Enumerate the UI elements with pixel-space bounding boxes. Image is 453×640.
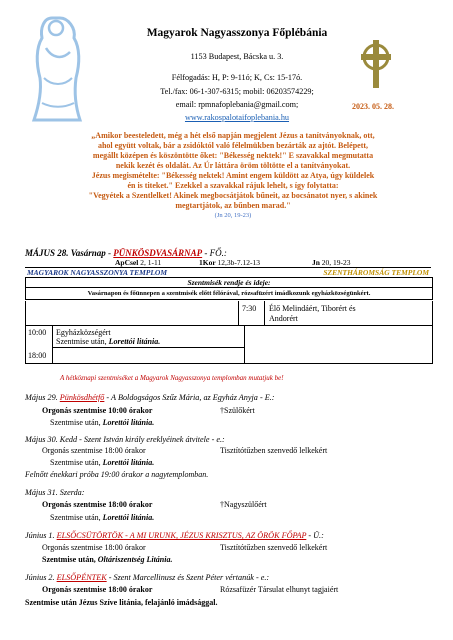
after-text: Szentmise után, — [50, 513, 103, 522]
schedule-heading: Szentmisék rendje és ideje: — [25, 277, 433, 287]
church-name-2: SZENTHÁROMSÁG TEMPLOM — [323, 268, 429, 277]
day-feast: Pünkösdhétfő — [59, 393, 105, 402]
mass-intention: †Szülőkért — [220, 406, 255, 415]
quote-line: én is titeket." Ezekkel a szavakkal rájuk lehelt, s így folytatta: — [127, 181, 339, 190]
madonna-logo — [22, 8, 100, 126]
mass-time: 18:00 — [28, 351, 47, 360]
mass-table — [25, 301, 433, 364]
quote-line: „Amikor beesteledett, még a hét első napján megjelent Jézus a tanítványoknak, ott, — [91, 131, 375, 140]
parish-address: 1153 Budapest, Bácska u. 3. — [190, 52, 284, 61]
quote-ref: (Jn 20, 19-23) — [214, 212, 252, 219]
day-heading — [25, 573, 269, 582]
sunday-sep: - — [105, 248, 114, 258]
phone-line: Tel./fax: 06-1-307-6315; mobil: 06203574229; — [160, 87, 314, 96]
mass-line: Orgonás szentmise 18:00 órakor — [42, 500, 153, 509]
quote-line: nekik kezét és oldalát. Az Úr láttára öröm töltötte el a tanítványokat. — [115, 161, 351, 170]
mass-intention: Andorért — [269, 314, 298, 323]
mass-line: Orgonás szentmise 18:00 órakor — [42, 585, 153, 594]
church-name-1: MAGYAROK NAGYASSZONYA TEMPLOM — [27, 268, 168, 277]
quote-line: ahol együtt voltak, bár a zsidóktól való félelmükben bezárták az ajtót. Belépett, — [97, 141, 369, 150]
litany-name: Oltáriszentség Litánia. — [97, 555, 173, 564]
weekday-note: A hétköznapi szentmiséket a Magyarok Nagyasszonya templomban mutatjuk be! — [60, 374, 284, 382]
parish-title: Magyarok Nagyasszonya Főplébánia — [146, 27, 328, 39]
litany-name: Lorettói litánia. — [102, 418, 155, 427]
choir-note: Felnőtt énekkari próba 19:00 órakor a nagytemplomban. — [25, 470, 209, 479]
mass-intention: Tisztítótűzben szenvedő lelkekért — [220, 446, 328, 455]
reading-ref: 12,3b-7.12-13 — [215, 258, 261, 267]
cross-emblem-icon — [356, 38, 396, 90]
sunday-heading — [25, 248, 227, 258]
day-heading — [25, 531, 324, 540]
reading-label: ApCsel — [115, 258, 139, 267]
quote-line: megállt középen és köszöntötte őket: "Békesség nektek!" E szavakkal megmutatta — [92, 151, 374, 160]
quote-line: "Vegyétek a Szentlelket! Akinek megbocsátjátok bűneit, az bocsánatot nyer, s akinek — [88, 191, 378, 200]
mass-line: Orgonás szentmise 10:00 órakor — [42, 406, 153, 415]
litany-name: Lorettói litánia. — [102, 513, 155, 522]
mass-intention: Tisztítótűzben szenvedő lelkekért — [220, 543, 328, 552]
after-text: Szentmise után, — [42, 555, 98, 564]
mass-intention: †Nagyszülőért — [220, 500, 267, 509]
website-link[interactable]: www.rakospalotaifoplebania.hu — [184, 113, 290, 122]
day-date: Május 29. — [25, 393, 60, 402]
mass-after — [50, 418, 154, 427]
day-date: Június 1. — [25, 531, 57, 540]
mass-after: Szentmise után Jézus Szíve litánia, felajánló imádsággal. — [25, 598, 218, 607]
mass-after — [50, 513, 154, 522]
quote-line: Jézus megismételte: "Békesség nektek! Amint engem küldött az Atya, úgy küldelek — [91, 171, 375, 180]
mass-time: 7:30 — [242, 304, 257, 313]
mass-after — [50, 458, 154, 467]
bulletin-date: 2023. 05. 28. — [352, 102, 394, 111]
reading-ref: 20, 19-23 — [319, 258, 351, 267]
after-text: Szentmise után, — [50, 458, 103, 467]
office-hours: Félfogadás: H, P: 9-11ó; K, Cs: 15-17ó. — [171, 73, 303, 82]
sunday-feast: PÜNKÖSDVASÁRNAP — [113, 248, 203, 258]
day-feast: ELSŐPÉNTEK — [56, 573, 107, 582]
day-heading: Május 30. Kedd - Szent István király ereklyéinek átvitele - e.: — [25, 435, 225, 444]
day-rank: - Ü.: — [306, 531, 324, 540]
schedule-note: Vasárnapon és főünnepen a szentmisék előtt félórával, rózsafüzért imádkozunk egyházközségünkért. — [25, 287, 433, 300]
mass-after — [56, 337, 160, 346]
day-feast: ELSŐCSÜTÖRTÖK — [56, 531, 124, 540]
email-line: email: rpmnafoplebania@gmail.com; — [175, 100, 299, 109]
after-text: Szentmise után, — [56, 337, 109, 346]
reading-label: Jn — [312, 258, 320, 267]
mass-intention: Rózsafüzér Társulat elhunyt tagjaiért — [220, 585, 339, 594]
mass-time: 10:00 — [28, 328, 47, 337]
reading-ref: 2, 1-11 — [138, 258, 162, 267]
mass-line: Orgonás szentmise 18:00 órakor — [42, 543, 146, 552]
quote-line: megtartjátok, az bűnben marad." — [175, 201, 291, 210]
gospel-quote — [48, 131, 418, 221]
litany-name: Lorettói litánia. — [102, 458, 155, 467]
mass-after — [42, 555, 172, 564]
mass-line: Orgonás szentmise 18:00 órakor — [42, 446, 146, 455]
mass-intention: Egyházközségért — [56, 328, 111, 337]
sunday-date: MÁJUS 28. Vasárnap — [25, 248, 106, 258]
day-rest: - A MI URUNK, JÉZUS KRISZTUS, AZ ÖRÖK FŐPAP — [123, 531, 307, 540]
sunday-rank: - FŐ.: — [202, 248, 227, 258]
litany-name: Lorettói litánia. — [108, 337, 161, 346]
reading-label: 1Kor — [199, 258, 216, 267]
day-rest: - A Boldogságos Szűz Mária, az Egyház Anyja - E.: — [104, 393, 275, 402]
day-rest: - Szent Marcellinusz és Szent Péter vértanúk - e.: — [106, 573, 270, 582]
day-heading — [25, 393, 275, 402]
day-date: Június 2. — [25, 573, 57, 582]
after-text: Szentmise után, — [50, 418, 103, 427]
day-heading: Május 31. Szerda: — [25, 488, 85, 497]
mass-intention: Élő Melindáért, Tiborért és — [269, 304, 356, 313]
